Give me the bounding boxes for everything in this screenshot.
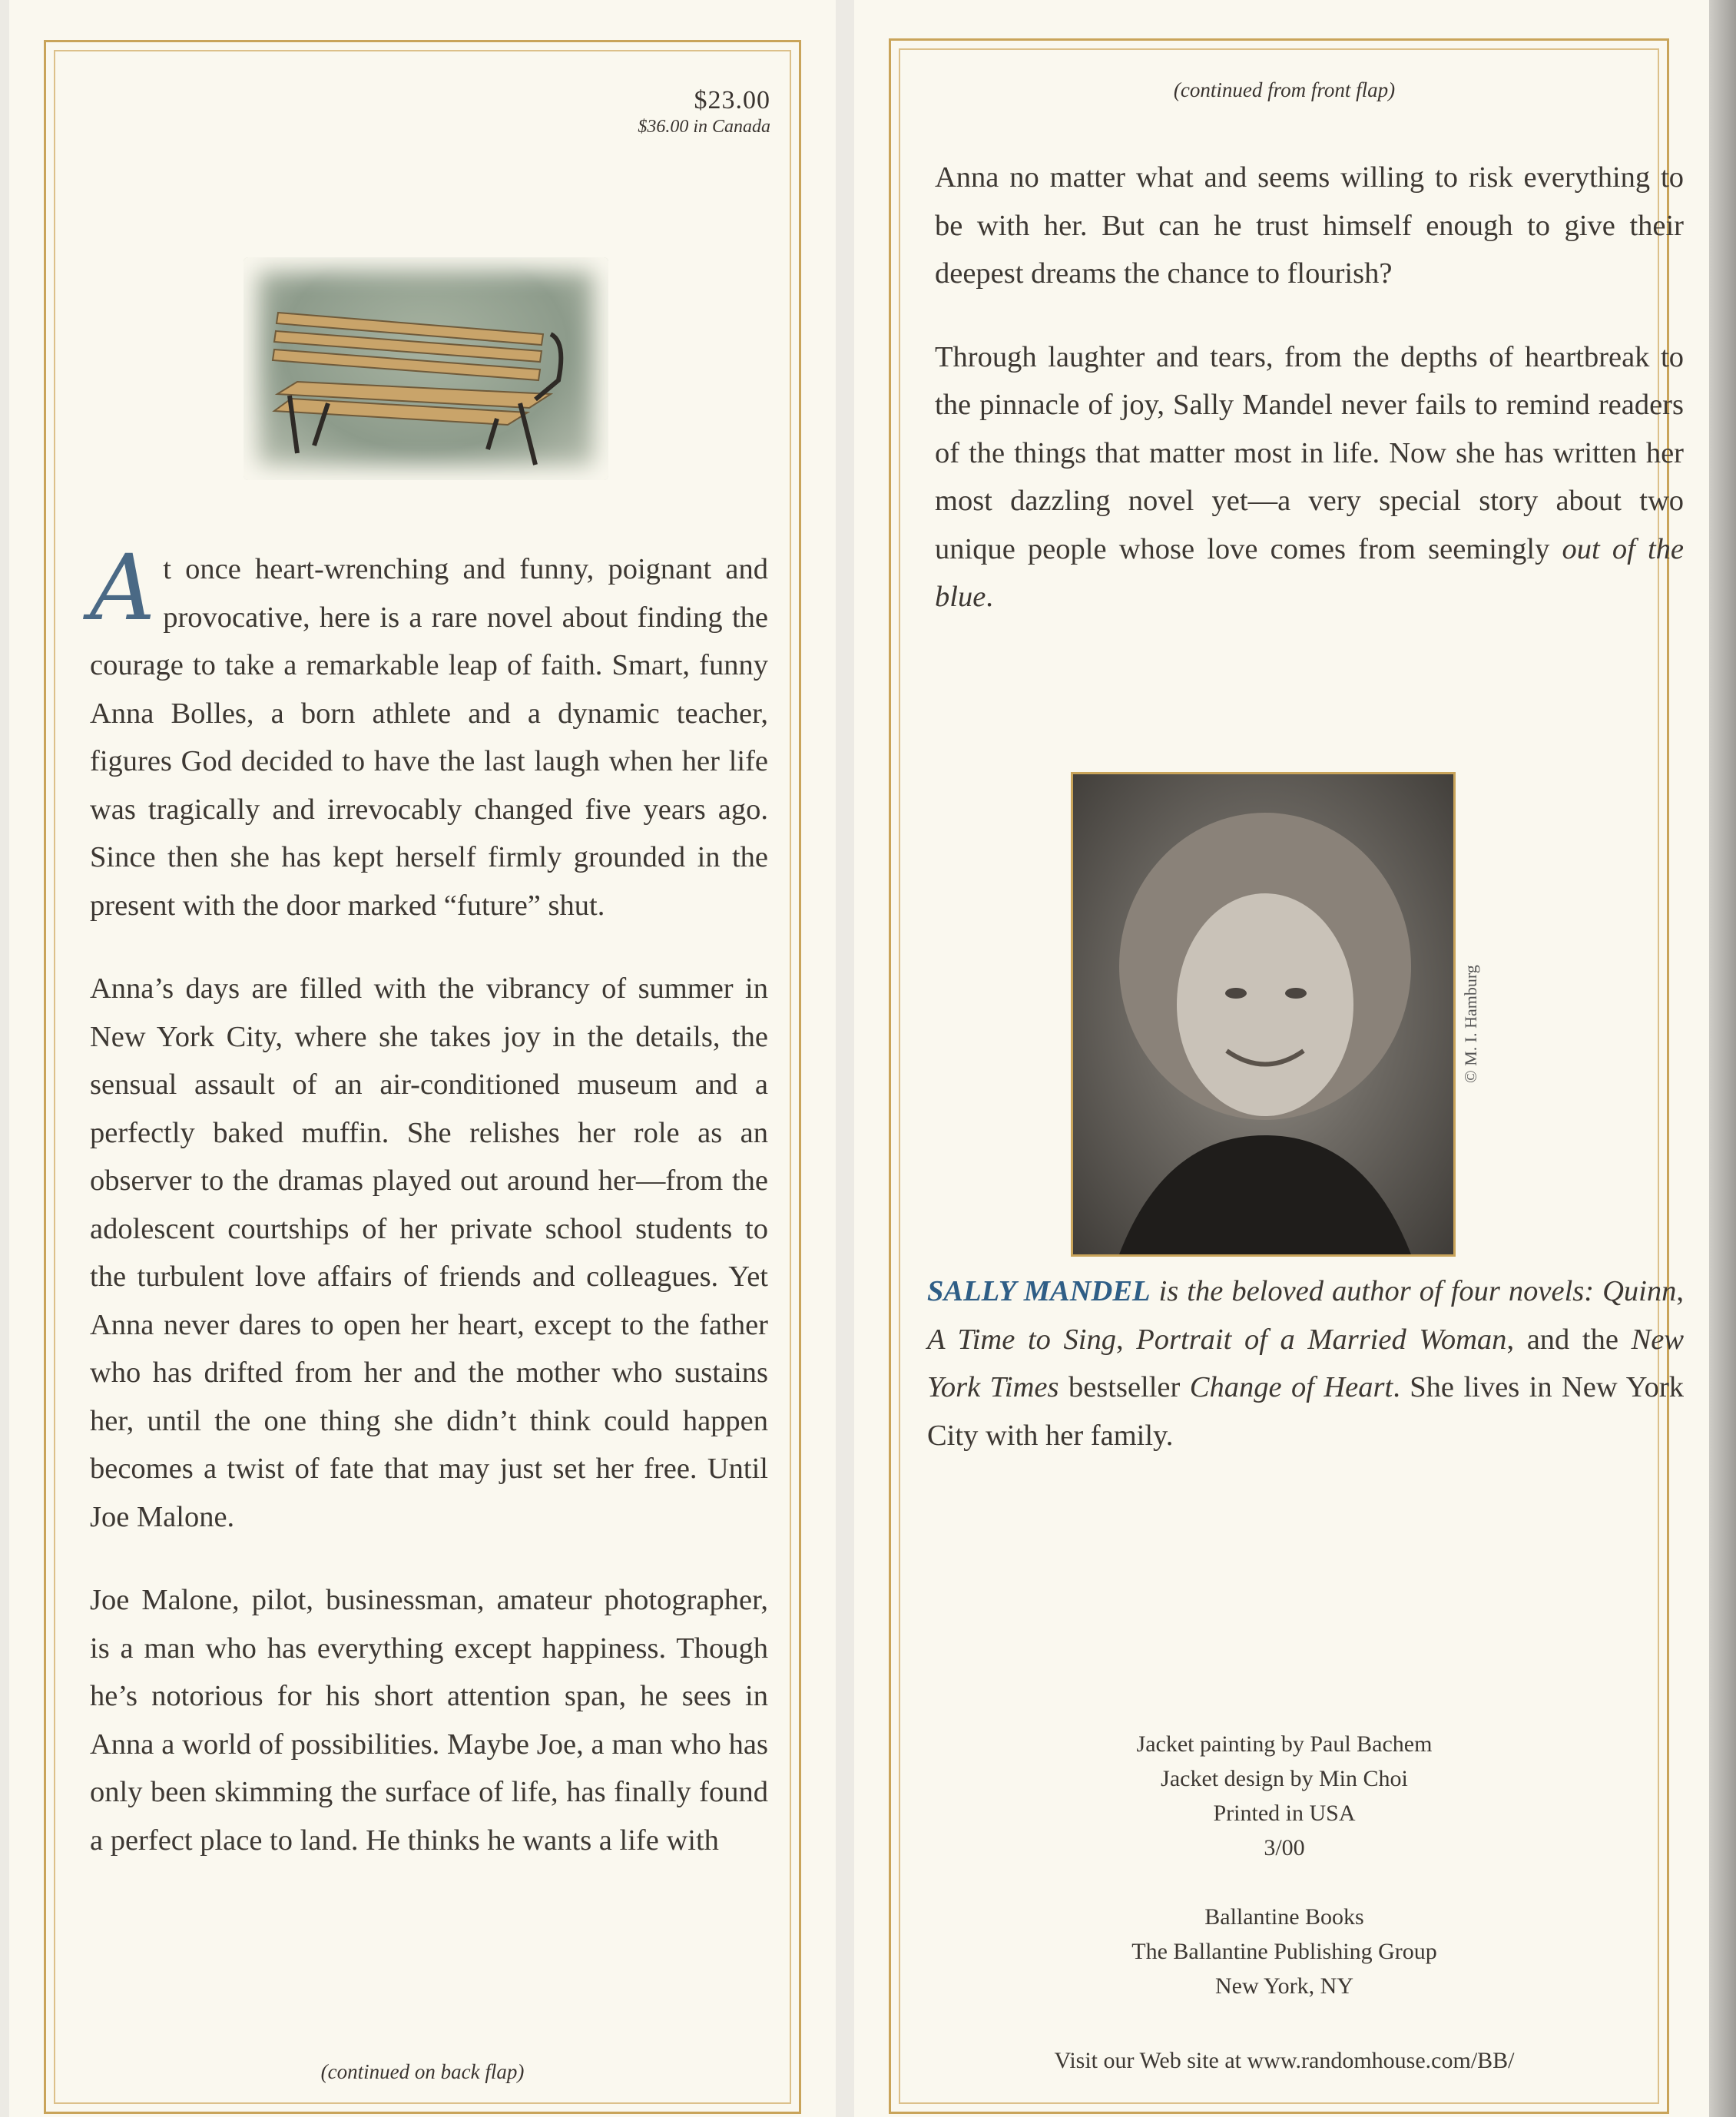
bio-text-3: , bbox=[1115, 1323, 1137, 1356]
back-flap-text bbox=[935, 154, 1684, 657]
bio-text-1: is the beloved author of four novels: bbox=[1150, 1275, 1603, 1307]
publisher-line: New York, NY bbox=[1214, 1973, 1353, 1999]
credit-line: Jacket design by Min Choi bbox=[1161, 1766, 1408, 1791]
back-flap bbox=[854, 0, 1714, 2117]
back-paragraph-1: Anna no matter what and seems willing to risk everything to be with her. But can he trust himself enough to give their deepest dreams the chance to flourish? bbox=[935, 161, 1684, 290]
credit-line: Jacket painting by Paul Bachem bbox=[1136, 1731, 1433, 1757]
credit-line: 3/00 bbox=[1264, 1835, 1305, 1860]
continued-on-back-flap: (continued on back flap) bbox=[320, 2060, 525, 2083]
bio-book-2: A Time to Sing bbox=[927, 1323, 1116, 1356]
price-block bbox=[638, 86, 770, 137]
back-paragraph-2-end: . bbox=[986, 581, 993, 613]
bio-newspaper: New York Times bbox=[927, 1323, 1685, 1403]
price: $23.00 bbox=[694, 86, 770, 114]
author-bio-paragraph bbox=[927, 1267, 1684, 1459]
front-flap bbox=[9, 0, 836, 2117]
credit-line: Printed in USA bbox=[1213, 1801, 1356, 1826]
price-canada: $36.00 in Canada bbox=[638, 117, 770, 137]
author-photo bbox=[1071, 772, 1456, 1257]
spacer bbox=[854, 1865, 1714, 1900]
photo-credit: © M. I. Hamburg bbox=[1461, 965, 1480, 1083]
book-title-emphasis: out of the blue bbox=[935, 532, 1684, 613]
bench-icon bbox=[244, 257, 608, 480]
bench-illustration bbox=[244, 257, 608, 480]
publisher-line: The Ballantine Publishing Group bbox=[1131, 1939, 1437, 1964]
bio-text-4: , and the bbox=[1506, 1323, 1632, 1356]
front-paragraph-3: Joe Malone, pilot, businessman, amateur photographer, is a man who has everything except happiness. Though he’s notorious for his short attention span, he sees in Anna a world of possibilities. Maybe Joe, a man who has only been skimming the surface of life, has finally found a perfect place to land. He thinks he wants a life with bbox=[90, 1584, 768, 1857]
front-paragraph-1-text: t once heart-wrenching and funny, poignant and provocative, here is a rare novel about finding the courage to take a remarkable leap of faith. Smart, funny Anna Bolles, a born athlete and a dynamic teacher, figures God decided to have the last laugh when her life was tragically and irrevocably changed five years ago. Since then she has kept herself firmly grounded in the present with the door marked “future” shut. bbox=[90, 553, 768, 922]
author-bio bbox=[927, 1267, 1684, 1459]
publisher-line: Ballantine Books bbox=[1204, 1904, 1364, 1930]
bio-text-6: . She lives in New York City with her family. bbox=[927, 1371, 1684, 1452]
front-paragraph-2: Anna’s days are filled with the vibrancy of summer in New York City, where she takes joy in the details, the sensual assault of an air-conditioned museum and a perfectly baked muffin. She relishes her role as an observer to the dramas played out around her—from the adolescent courtships of her private school students to the turbulent love affairs of friends and colleagues. Yet Anna never dares to open her heart, except to the father who has drifted from her and the mother who sustains her, until the one thing she didn’t think could happen becomes a twist of fate that may just set her free. Until Joe Malone. bbox=[90, 972, 768, 1533]
page-edge-shadow bbox=[1709, 0, 1736, 2117]
bio-book-3: Portrait of a Married Woman bbox=[1136, 1323, 1507, 1356]
back-paragraph-2-text: Through laughter and tears, from the depths of heartbreak to the pinnacle of joy, Sally Mandel never fails to remind readers of the things that matter most in life. Now she has written her most dazzling novel yet—a very special story about two unique people whose love comes from seemingly bbox=[935, 340, 1684, 565]
front-flap-text bbox=[90, 535, 768, 1900]
bio-book-4: Change of Heart bbox=[1189, 1371, 1393, 1403]
bio-text-2: , bbox=[1676, 1275, 1684, 1307]
jacket-credits bbox=[854, 1727, 1714, 2003]
dropcap: A bbox=[90, 535, 156, 641]
continued-from-front-flap: (continued from front flap) bbox=[1173, 78, 1396, 101]
author-portrait-icon bbox=[1073, 774, 1453, 1254]
front-paragraph-1 bbox=[90, 535, 768, 929]
website-link[interactable]: Visit our Web site at www.randomhouse.com/BB/ bbox=[1054, 2048, 1515, 2073]
bio-text-5: bestseller bbox=[1058, 1371, 1190, 1403]
back-paragraph-2 bbox=[935, 333, 1684, 621]
bio-book-1: Quinn bbox=[1602, 1275, 1677, 1307]
author-name: SALLY MANDEL bbox=[927, 1275, 1151, 1307]
